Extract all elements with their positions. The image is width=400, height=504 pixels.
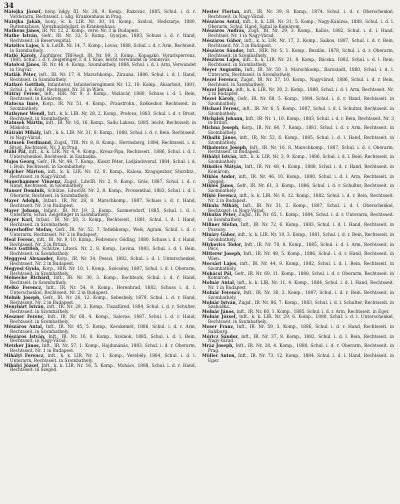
entry-details: Gefr., IR. Nr. 61, 3. Komp., 1886, Schul. i. d. r. Schulter, Rechtsseit. in Szombathely. — [208, 184, 394, 195]
entry-details: Inft., IR. Nr. 1, 10. Komp., 1883, Schul. i. d. r. Bein, Rechtsseit. Nr. 3 in Brünn. — [208, 116, 394, 127]
entry-details: inft., k. k. LIR. Nr. 4, 4. Komp., Kreuz-Pipa, Rechtsseit., 1886, Schul. i. d. l. Unterschenkel, Rechtsseit. in Szabadka. — [10, 150, 196, 161]
entry-name: Mayer Johann, — [4, 208, 41, 214]
entry-name: Mátray Ferenc, — [4, 92, 42, 98]
entry-details: inft., k. k. LIR. Nr. 11, 4. Komp., 1884, Schul. i. d. l. Hand, Rechtsseit. Nr. 1 in Budapest. — [208, 281, 394, 292]
entry-name: Mihalik János, — [202, 135, 238, 141]
entry-details: inft., IR. Nr. 17, 8. Marschkomp., Zirauna, 1886, Schul. i. d. l. Hand, Rechtseit. in Szombathely. — [10, 72, 196, 83]
entry-details: Zugsf., IR. Nr. 65, 1. Komp., 1884, Schul. i. d. r. Unterarm, Rechtsseit. in Szombathely. — [208, 213, 395, 224]
entry-name: Matelics Lajos, — [4, 43, 40, 49]
entry-details: Inft., IR. Nr. 28, 4. Komp., 1888, Schul. i. d. r. Oberarm, Rechtsseit. in Prag. — [208, 344, 394, 355]
entry-name: Molnár István, — [202, 300, 238, 306]
entry-details: inft., k. k. LIR. Nr. 21, 8. Komp., Bácska, 1882, Schul. i. d. l. Bein, Rechtsseit. in Szombathely. — [208, 58, 395, 69]
entry-name: Meál Ferenc, — [4, 237, 36, 243]
entry-details: inft., k. k. LIR. Nr. 8, 12. Komp., 1882, Schul. i. d. r. Bein, Rechtsseit. Nr. 2 in Budapest. — [208, 194, 394, 204]
entry-name: Mihályi István, — [202, 155, 238, 161]
entry-details: Korp., IR. Nr. 64, 7. Komp., 1881, Schul. i. d. r. Arm, Rechtsseit. in Szombathely. — [208, 126, 394, 137]
entry-details: Gefr., IR. Nr. 26, 12. Komp., Sebeshely, 1879, Schul. i. d. r. Hand, Rechtsseit. Nr. 2 in Budapest. — [10, 295, 196, 306]
entry-details: inft., IR. Nr. 9, 10. Komp., Fedremov, Göding, 1880, Schuss i. d. r. Hand, Rechtsseit. Nr. 2 in Brünn. — [10, 237, 196, 248]
entry-name: Mészáros András, — [202, 29, 246, 35]
entry-name: Michalek Johann, — [202, 116, 244, 122]
entry-name: Móricz Sándor, — [202, 334, 239, 340]
entry-details: Korp., HIR. Nr. 10, 1. Komp., Szécsény, 1887, Schul. i. d. l. Oberarm, Rechtsseit. in Szombathely. — [10, 266, 196, 277]
entry-details: Inft., IR. Nr. 68, 4. Komp., Salovas, 1887, Schul. i. d. r. Hand, Rechtsseit. in Szombathely. — [10, 315, 196, 325]
entry-name: Molnár József, — [202, 315, 238, 321]
entry-details: Inft., IR. Nr. 38, 2. Komp., 1887, Schul. i. d. r. Bein, Rechtsseit. in Szombathely. — [208, 290, 394, 301]
entry-name: Mecz Gottlieb, — [4, 247, 40, 253]
list-entry — [4, 365, 196, 375]
entry-details: inft., IR. Nr. 37, 8. Komp., 1882, Schul. i. d. l. Bein, Rechtsseit. in Nagy-Várad. — [208, 334, 394, 345]
entry-name: Mocsári Lajos, — [202, 261, 238, 267]
entry-details: Gefr., IR. Nr. 48, 7. Komp., Kisszt Péter, Ladjándsveraf, 1884, Schul. i. d. l. Bein, Rechtsseit. in Szombathely. — [10, 160, 196, 170]
entry-name: Mikló Ferencz, — [202, 194, 238, 200]
entry-name: Matlaré Gottlieb, — [4, 82, 46, 88]
entry-name: Mayer Karl, — [4, 218, 34, 224]
entry-name: Mathe István, — [4, 34, 39, 40]
entry-name: Miklós Andor, — [202, 174, 237, 180]
entry-details: Inft., IR. Nr. 73, 12. Komp., 1884, Schul. i. d. l. Hand, Rechtsseit. in Eger. — [208, 353, 394, 364]
entry-name: Mátrabi Mihály, — [4, 131, 43, 137]
entry-details: Schütze, LdwsSR. Nr. 2, 8. Komp., Prossenthal, 1883, Schul. i. d. l. Oberarm, Rechtseit. in Szombathely. — [10, 189, 197, 200]
entry-details: Inft., IR. Nr. 70, 8. Komp., 1885, Schul. i. d. l. Arm, Rechtsseit. in Pécs. — [208, 242, 394, 253]
entry-name: Mauser Dominik, — [4, 189, 46, 195]
entry-details: inft., IR. Nr. 46, 10. Komp., 1880, Schul. i. d. l. Arm, Rechtsseit. in Szeged. — [208, 174, 394, 185]
entry-name: Matocsa Imre, — [4, 102, 40, 108]
entry-details: Gefr., IR. Nr. 69, 11. Komp., 1888, Schul. i. d. r. Oberarm, Rechtsseit. in Komárom. — [208, 271, 394, 282]
entry-details: Inft., IR. Nr. 57, 1. Komp., Hajdunánás, 1883, Schul. i. d. r. Oberarm, Rechtsseit. Nr. 1 in Budapest. — [10, 344, 196, 355]
entry-name: Matlsyner Wendl, — [4, 111, 46, 117]
entry-name: Menyhárt István, — [4, 305, 46, 311]
entry-name: Matolcsi János, — [4, 63, 41, 69]
entry-details: Gefr., IR. Nr. 52, 7. Intlebkomp., Wels, Agram, Schul. i. d. r. Unterarm, Rechtsseit. Nr. 2 in Budapest. — [10, 227, 196, 238]
entry-name: Millner Stefan, — [202, 223, 239, 229]
entry-name: Meggyesi Alexander, — [4, 257, 55, 263]
columns — [4, 11, 394, 374]
entry-name: Majos Georg, — [4, 160, 36, 166]
entry-details: Inft., k. k. LIR. Nr. 29, 6. Komp., 1880, Schul. i. d. l. Unterschenkel, Rechtsseit. in Szombathely. — [208, 315, 394, 325]
entry-details: inft., IR. Nr. 44, 9. Komp., 1882, Schul. i. d. l. Bein, Rechtsseit. in Szombathely. — [208, 261, 395, 272]
entry-details: Korp., IR. Nr. 34, Pesszi, 1882, Schul. i. d. l. Unterschenkel, Rechtsseit. Nr. 2 in Budapest. — [10, 257, 196, 267]
entry-details: Inft., IR. Nr. 54, 9. Komp., Herenhrad, 1882, Schuss i. d. l. Unterschenkel, Rechtsseit. Nr. 2 in Budapest. — [10, 286, 196, 296]
entry-details: inft., k. k. LIR. Nr. 2, 1. Komp., Verebély, 1884, Schul. i. d. l. Unterarm, Rechtsseit. in Szombathely. — [10, 353, 196, 364]
entry-name: Matusek Mártin, — [4, 121, 45, 127]
list-entry — [202, 355, 394, 365]
entry-name: Mészáros Sándor, — [202, 48, 245, 54]
entry-details: inft., IR. Nr. 52, 6. Komp., 1885, Schul. i. d. l. Hand, Rechtsseit. in Szombathely. — [208, 135, 394, 146]
entry-details: Inft., IR. Nr. 31, 2. Komp., 1887, Schul. i. d. l. Oberschenkel, Rechtsseit. in Nagy-Várad. — [208, 203, 394, 214]
entry-details: inft., k. k. LIR. Nr. 12, 8. Komp., Kalosa, Kragujesbar, Sturzbtz., Rechtsseit. in Nagy-Várad. — [10, 169, 196, 180]
entry-name: Mihályi József, — [4, 363, 40, 369]
entry-name: Molnár János, — [202, 310, 236, 316]
entry-details: Zugsf., IR. Nr. 37, 10. Komp., Nagyvárad, 1886, Schul. i. d. r. Bein, Rechtseit. in Szombathely. — [208, 77, 394, 88]
entry-details: Infant., IR. Nr. 19, 3. Komp., Szomersdorf, 1885, Schul. i. d. l. Unterarm, Schul. Zeigefinger in Szombathely. — [10, 208, 196, 219]
entry-details: Schütze, LdwsS. Nr. 2, 8. Komp., Levina, 1883, Schul. i. d. l. Bein, Rechtsseit. in Szombathely. — [10, 247, 196, 258]
entry-name: Mészáros Lajos, — [202, 58, 241, 64]
entry-name: Mikula Mihály, — [202, 203, 240, 209]
entry-name: Miklós János, — [202, 184, 235, 190]
entry-details: inft., IR. Nr. 60, 1. Komp., 1885, Schul. i. d. r. Arm, Rechtsseit. in Eger. — [236, 310, 390, 316]
entry-name: Mezei Károly, — [202, 97, 236, 103]
entry-name: Melnik Joseph, — [4, 295, 41, 301]
entry-name: Majcher Márton, — [4, 169, 46, 175]
entry-details: Inft., IR. Nr. 30, 3. Komp., Rochbuck, Schul. i. d. r. Hand, Rechtseit. in Szombathely. — [10, 276, 196, 287]
entry-name: Mráz Joseph, — [202, 344, 234, 350]
entry-details: Inft., k. k. LIR. Nr. 28, 2. Komp., Prelova, 1883, Schul. i. d. r. Brust, Rechtsseit. in Szombathely. — [10, 111, 196, 122]
entry-details: IR. Nr. 12, 2. Komp., verw. Nr. 3 in Budapest. — [42, 29, 140, 35]
entry-name: Mészáros Gábor, — [202, 39, 243, 45]
entry-details: Infanterist, Infanterieregiment Nr. 12, 10. Komp., Aksarbeit, 1881, Schul. i. d. Kopf, Rechtsseit. Nr. 31 in Wien. — [10, 82, 196, 93]
entry-details: hony. hdgy. III. Nr. 28, 9. Komp., Rakovac, 1885, Schul. i. d. r. Vorderarm, Rechtsseit. i. allg. Krankenhaus in Prag. — [10, 10, 196, 20]
entry-name: Metzker János, — [4, 344, 41, 350]
entry-name: Molnár Ferencz, — [202, 290, 242, 296]
left-column — [4, 11, 196, 374]
entry-details: Gefr., IR. Nr. 68, 5. Komp., 1884, Schul. i. d. r. Hand, Rechtsseit. in Szombathely. — [208, 97, 394, 108]
entry-name: Mihályi Ferencz, — [4, 353, 45, 359]
right-column — [202, 11, 394, 374]
entry-name: Mirkovics Tódor, — [202, 242, 243, 248]
entry-name: Matló Károly, — [4, 53, 38, 59]
entry-name: Matheus János, — [4, 29, 41, 35]
entry-details: IR. Nr. 46, 4. Komp., Szombathely, 1886, Schul. i. d. l. Arm, Verwundet in Ungvár. — [10, 63, 196, 74]
entry-name: Mészáros Antal, — [4, 324, 44, 330]
entry-name: Molnár Antal, — [202, 281, 236, 287]
entry-name: Mitterer Joseph, — [202, 252, 242, 258]
entry-details: inft., IR. Nr. 16, 16. Komp., Sadu Lakosz, 1885, leicht, Rechtsseit. in Miskolcz. — [10, 121, 196, 132]
entry-details: inft., k. k. LIR. Nr. 17, 2. Komp., Saikos, 1887, Schul. i. d. r. Bein, Rechtsseit. Nr. 3 in Budapest. — [208, 39, 394, 49]
entry-name: Mayer Adolph, — [4, 198, 41, 204]
entry-details: Zugfuhrer, TBFAegt. IR. Nr. 89, 3. Komp., Kopaszkó, Vorarlsperrenz, 1885, Schul. i. d. r. Zeigefinger, r. d. l. Knie, leicht verwundet in Temesvár. — [10, 53, 196, 64]
entry-details: Inft., k. k. LIR. Nr. 31, 8. Komp., 1888, Schul. i. d. r. Bein, Rechtsseit. in Nagy-Várad. — [10, 131, 196, 141]
entry-name: Michna Joseph, — [202, 126, 240, 132]
entry-name: Michael Ferenc, — [202, 106, 241, 112]
entry-details: Inft., IR. Nr. 16, 8. Komp., Szolnok, 1885, Schul. i. d. l. Bein, Rechtsseit. in Nagy-Várad. — [10, 334, 196, 345]
entry-details: inft., IR. Nr. 6, 5. Komp., 1887, Schul. i. d. l. Schulter, Rechtsseit. in Szombathely. — [208, 106, 395, 117]
entry-name: Mészáros Antal, — [202, 19, 241, 25]
entry-name: Matlák Péter, — [4, 72, 37, 78]
entry-name: Mezei István, — [202, 87, 234, 93]
entry-details: k. k. LstIR. Nr. 14, 7. Komp., Lovas, 1888, Schul. i. d. r. Arm, Rechtseit. in Szombathely. — [10, 43, 196, 54]
entry-details: Inft., IR. Nr. 49, 5. Komp., 1886, Schul. i. d. r. Hand, Rechtsseit. in Wien. — [208, 252, 394, 263]
entry-name: Meyer Augustin, — [202, 68, 243, 74]
entry-details: Inft., HIR. Nr. 5, 1. Komp., Bezdán, 1878, Schul. i. d. r. Oberarm, Rechtsseit. in Szombathely. — [208, 48, 394, 59]
entry-details: Inft., IR. Nr. 72, 6. Komp., 1883, Schul. i. d. l. Hand, Rechtsseit. in Pozsony. — [208, 223, 395, 233]
entry-name: Máhl Pál, — [4, 150, 28, 156]
entry-details: inft., k. k. LIR. Nr. 3, 9. Komp., 1886, Schul. i. d. l. Bein, Rechtsseit. in Szombathely. — [208, 155, 395, 166]
entry-name: Megyesi Gyula, — [4, 266, 41, 272]
entry-details: Zugsf., TIR. Nr. 8, 8. Komp., Herrnsberg, 1884, Rechtsseit. i. d. Brust, Rechtsseit. Nr. 3 in Prag. — [10, 140, 196, 151]
entry-details: Zugsf., IR. Nr. 86, 7. Komp., 1883, Schul. i. d. l. Schulter, Rechtsseit. in Szabadka. — [208, 300, 394, 311]
entry-details: Infant., IR. Nr. 50, 3. Komp., Rechtsseit., 1881, Schul. i. d. l. Hand, Rechtsseit. in Szombathely. — [10, 218, 196, 229]
entry-details: Inft., IR. Nr. 48, 4. Komp., 1888, Schul. i. d. r. Hand, Rechtsseit. in Komárom. — [208, 165, 394, 175]
entry-name: Melkó Ferencz, — [4, 286, 43, 292]
entry-name: Mester Florian, — [202, 10, 241, 15]
entry-name: Matejka Jakab, — [4, 19, 42, 25]
entry-name: Mohácsi Pál, — [202, 271, 233, 277]
entry-details: inft., IR. Nr. 29, 2. Komp., Tiszafüred, 1884, Schul. i. d. r. Schulter, Rechtsseit. in Szombathely. — [10, 305, 196, 316]
entry-name: Mikolics Mátyás, — [202, 165, 243, 170]
entry-details: Zugf., IR. Nr. 29, 3. Komp., Kallós, 1882, Schul. i. d. l. Hand, Rechtseit. Nr. 1 in Nagy-Várad. — [208, 29, 395, 40]
entry-details: Gefr., IR. Nr. 32, 5. Komp., Gyorjan, 1883, Schuss i. d. r. Hand, Rechtsseit. in Reservespital. — [10, 34, 196, 45]
entry-details: inft., k. k. LIR. Nr. 31, 5. Komp., Nagy-Kanizsa, 1888, Schul. i. d. l. Oberarm, Schul. Hand, Spital in Komárom. — [208, 19, 394, 30]
entry-name: Moser Franz, — [202, 324, 235, 330]
entry-name: Mészáros István, — [4, 334, 46, 340]
entry-name: Matejka József, — [4, 10, 42, 15]
entry-details: inft., IR. Nr. 39, 8. Komp., 1874, Schul. i. d. r. Oberschenkel, Rechtsseit. in Nagy-Várad. — [208, 10, 394, 20]
entry-details: Inft., k. k. LIR. Nr. 16, 5. Komp., Mohács, 1888, Schul. i. d. r. Hand, Rechtsseit. in Szeged. — [10, 363, 196, 374]
entry-name: Mihalovics Joseph, — [202, 145, 248, 151]
entry-name: Mauerhammer Vinzenz, — [4, 179, 62, 185]
entry-details: inft., k. k. LIR. Nr. 10, 3. Komp., 1881, Schul. i. d. r. Bein, Rechtsseit. in Szombathely. — [208, 232, 394, 243]
entry-details: Korp., IR. Nr. 51, 4. Komp., Praustrohn., Székeshor, Rechtsseit. in Szombathely. — [10, 102, 196, 112]
entry-name: Mezei Ferencz, — [202, 77, 239, 83]
entry-details: Infant., IR. Nr. 28, 8. Marschkomp., 1887, Schuss i. d. r. Hand, Rechtsseit. Nr. 3 in Budapest. — [10, 198, 196, 209]
entry-name: Meinecke Richárd, — [4, 276, 51, 282]
entry-details: inft., HIR. Nr. 9, 3. Komp., Vézlavár, 1880, Schuss i. d. l. Bein, Rechtsseit. in Komárom. — [10, 92, 197, 103]
entry-name: Mayerhoffer Stefan, — [4, 227, 53, 233]
entry-details: Inft., IR. Nr. 45, 5. Komp., Kecskemét, 1886, Schul. i. d. r. Arm, Rechtsseit. in Szombathely. — [10, 324, 196, 335]
entry-details: Inft., IR. Nr. 59, 3. Komp., 1886, Schul. i. d. r. Hand, Rechtsseit. in Salzburg. — [208, 324, 394, 335]
entry-name: Matusek Ferdinand, — [4, 140, 53, 146]
entry-details: Zugsf., LdwIR. Nr. 2, 9. Komp., Gráz, 1887, Schul. i. d. r. Hand, Rechtsseit. in Szombathely. — [10, 179, 196, 190]
entry-name: Meszner Ferenc, — [4, 315, 45, 321]
entry-details: inft., k. k. LIR. Nr. 30, 2. Komp., 1888, Schul. i. d. l. Arm, Rechtsseit. Nr. 2 in Budapest. — [208, 87, 394, 98]
entry-details: Inft., IR. Nr. 50, 3. Marschkomp., Barnstadt, 1880, Schul. i. d. l. Unterarm, Rechtsseit. in Szombathely. — [208, 68, 394, 78]
entry-name: Mináry Gábor, — [202, 232, 237, 238]
entry-name: Müller Anton, — [202, 353, 236, 359]
entry-details: Inft., IR. Nr. 16, 8. Marschkomp., 1887, Schul. i. d. r. Oberarm, Rechtsseit. in Budapest. — [208, 145, 395, 156]
entry-details: hony., k. k. LIR. Nr. 30, 10. Komp., Szolcsi, Hodszarje, 1880, Ruttenschuss, Vorezhaulsfejlszt. in Krankenhaus. — [10, 19, 196, 30]
entry-name: Mikulás Péter, — [202, 213, 237, 219]
page-number: 34 — [4, 1, 14, 10]
